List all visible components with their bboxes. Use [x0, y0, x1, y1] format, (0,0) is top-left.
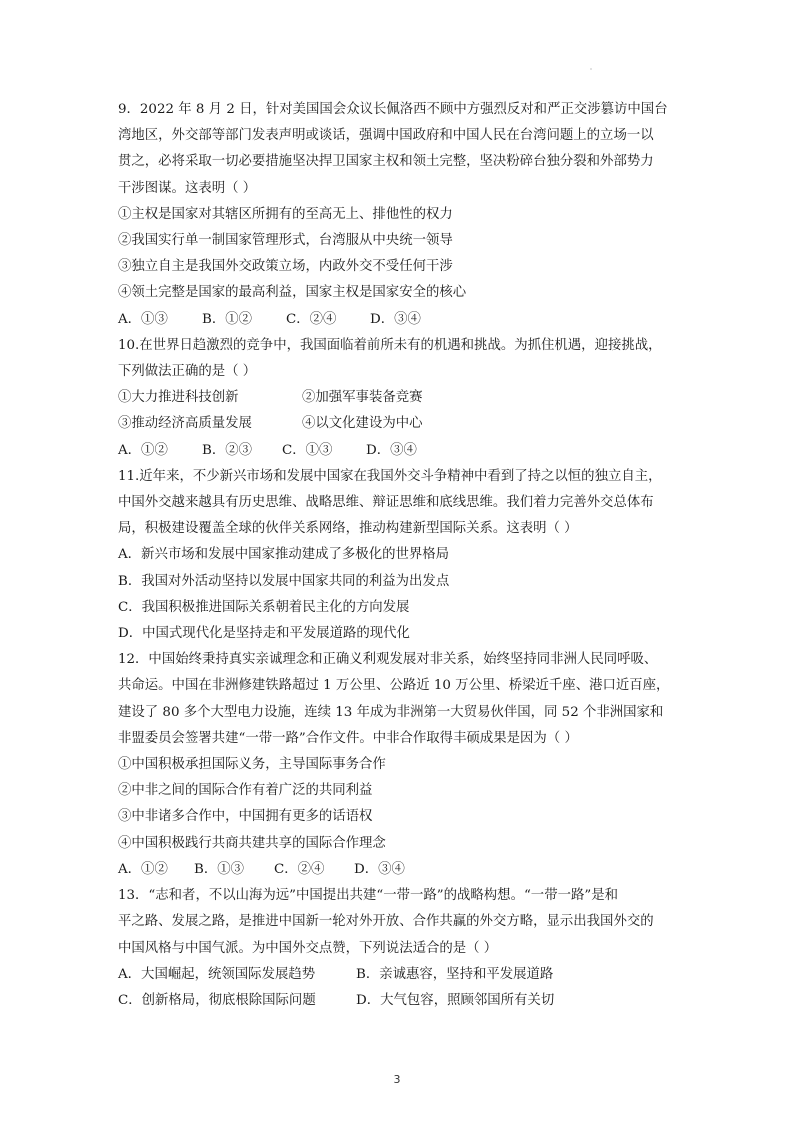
question-stem-line: 建设了 80 多个大型电力设施，连续 13 年成为非洲第一大贸易伙伴国，同 52 个非洲国家和: [118, 704, 664, 720]
option-a: A．①②: [118, 861, 168, 877]
question-stem-line: 干涉图谋。这表明（ ）: [118, 180, 257, 196]
option-item: A．新兴市场和发展中国家推动建成了多极化的世界格局: [118, 547, 450, 563]
statement-item: ①中国积极承担国际义务，主导国际事务合作: [118, 757, 386, 773]
option-c: C．②④: [286, 311, 337, 327]
answer-options: [118, 438, 678, 464]
option-pair: [118, 962, 678, 988]
question-11: [118, 464, 678, 647]
option-d: D．③④: [366, 442, 417, 458]
question-stem-line: 中国外交越来越具有历史思维、战略思维、辩证思维和底线思维。我们着力完善外交总体布: [118, 495, 654, 511]
option-item: B．我国对外活动坚持以发展中国家共同的利益为出发点: [118, 573, 450, 589]
question-12: [118, 647, 678, 883]
option-b: B．①②: [202, 311, 253, 327]
question-stem-line: 9．2022 年 8 月 2 日，针对美国国会众议长佩洛西不顾中方强烈反对和严正交涉篡访中国台: [118, 102, 668, 117]
statement-item: ②我国实行单一制国家管理形式，台湾服从中央统一领导: [118, 233, 453, 249]
question-stem-line: 贯之，必将采取一切必要措施坚决捍卫国家主权和领土完整，坚决粉碎台独分裂和外部势力: [118, 154, 654, 170]
option-d: D．大气包容，照顾邻国所有关切: [356, 992, 555, 1008]
question-stem-line: 湾地区，外交部等部门发表声明或谈话，强调中国政府和中国人民在台湾问题上的立场一以: [118, 128, 654, 144]
question-stem-line: 中国风格与中国气派。为中国外交点赞，下列说法适合的是（ ）: [118, 940, 498, 956]
question-stem-line: 非盟委员会签署共建“一带一路”合作文件。中非合作取得丰硕成果是因为（ ）: [118, 730, 578, 746]
option-pair: [118, 988, 678, 1014]
option-d: D．③④: [370, 311, 421, 327]
option-a: A．①③: [118, 311, 168, 327]
statement-item: ③推动经济高质量发展: [118, 416, 252, 432]
option-d: D．③④: [354, 861, 405, 877]
statement-item: ①大力推进科技创新: [118, 390, 239, 406]
option-c: C．创新格局，彻底根除国际问题: [118, 992, 316, 1008]
option-a: A．大国崛起，统领国际发展趋势: [118, 966, 316, 982]
answer-options: [118, 857, 678, 883]
question-10: [118, 333, 678, 464]
answer-options: [118, 307, 678, 333]
option-b: B．②③: [202, 442, 253, 458]
option-b: B．①③: [194, 861, 245, 877]
question-stem-line: 10.在世界日趋激烈的竞争中，我国面临着前所未有的机遇和挑战。为抓住机遇，迎接挑战，: [118, 337, 662, 353]
question-stem-line: 共命运。中国在非洲修建铁路超过 1 万公里、公路近 10 万公里、桥梁近千座、港口近百座，: [118, 678, 670, 694]
question-stem-line: 下列做法正确的是（ ）: [118, 364, 257, 380]
statement-item: ④中国积极践行共商共建共享的国际合作理念: [118, 835, 386, 851]
top-dot: [590, 68, 592, 70]
option-item: C．我国积极推进国际关系朝着民主化的方向发展: [118, 599, 410, 615]
statement-item: ③中非诸多合作中，中国拥有更多的话语权: [118, 809, 373, 825]
statement-pair: [118, 411, 678, 437]
statement-item: ④以文化建设为中心: [302, 416, 423, 432]
question-stem-line: 12．中国始终秉持真实亲诚理念和正确义利观发展对非关系，始终坚持同非洲人民同呼吸、: [118, 652, 658, 668]
question-stem-line: 局，积极建设覆盖全球的伙伴关系网络，推动构建新型国际关系。这表明（ ）: [118, 521, 578, 537]
option-item: D．中国式现代化是坚持走和平发展道路的现代化: [118, 626, 410, 642]
page-number: 3: [393, 1073, 401, 1086]
option-c: C．②④: [274, 861, 325, 877]
page-content: [118, 97, 678, 1014]
question-stem-line: 平之路、发展之路，是推进中国新一轮对外开放、合作共赢的外交方略，显示出我国外交的: [118, 914, 654, 930]
statement-item: ①主权是国家对其辖区所拥有的至高无上、排他性的权力: [118, 206, 453, 222]
statement-pair: [118, 385, 678, 411]
statement-item: ③独立自主是我国外交政策立场，内政外交不受任何干涉: [118, 259, 453, 275]
question-stem-line: 13．“志和者，不以山海为远”中国提出共建“一带一路”的战略构想。“一带一路”是和: [118, 888, 619, 904]
question-stem-line: 11.近年来，不少新兴市场和发展中国家在我国外交斗争精神中看到了持之以恒的独立自主，: [118, 468, 662, 484]
question-9: [118, 97, 678, 333]
option-c: C．①③: [282, 442, 333, 458]
statement-item: ④领土完整是国家的最高利益，国家主权是国家安全的核心: [118, 285, 467, 301]
statement-item: ②中非之间的国际合作有着广泛的共同利益: [118, 783, 373, 799]
option-b: B．亲诚惠容，坚持和平发展道路: [356, 966, 554, 982]
option-a: A．①②: [118, 442, 168, 458]
question-13: [118, 883, 678, 1014]
statement-item: ②加强军事装备竞赛: [302, 390, 423, 406]
